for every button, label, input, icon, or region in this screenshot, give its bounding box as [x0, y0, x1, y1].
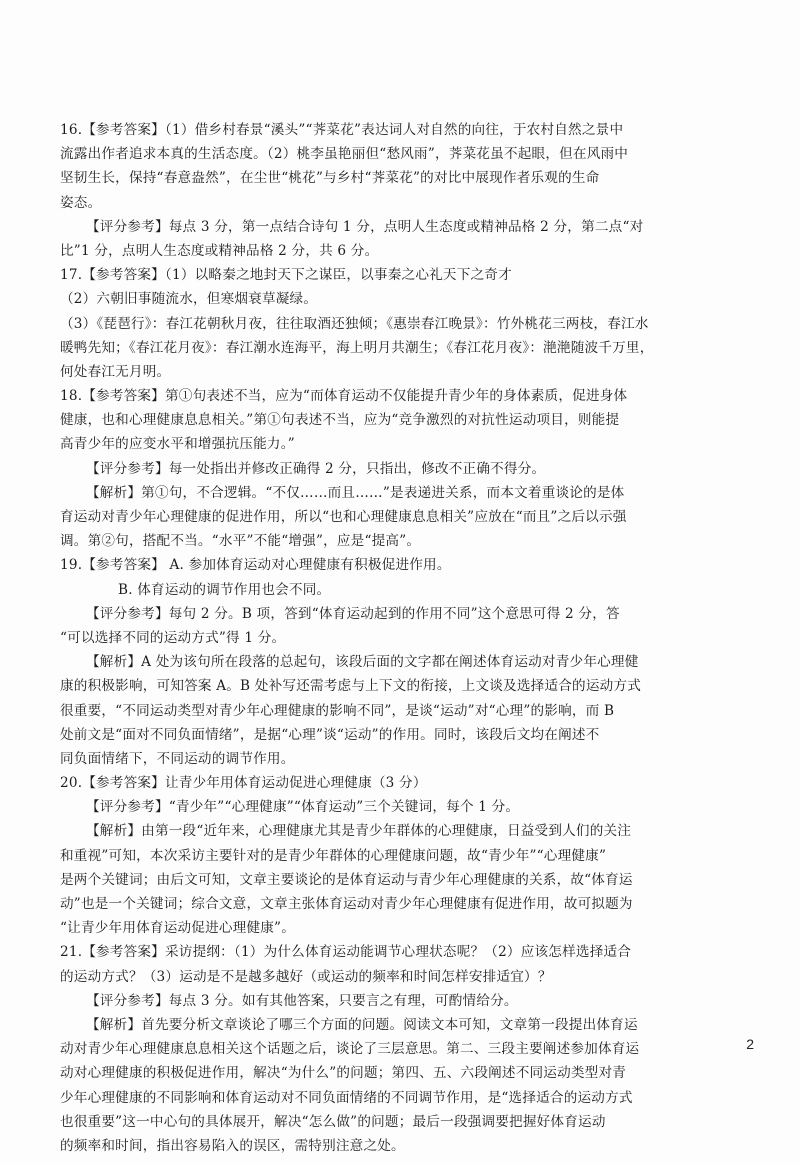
q16-scoring-line-2: 比”1 分，点明人生态度或精神品格 2 分，共 6 分。	[60, 242, 379, 259]
q21-scoring-line: 【评分参考】每点 3 分。如有其他答案，只要言之有理，可酌情给分。	[86, 992, 518, 1009]
q21-analysis-line-4: 少年心理健康的不同影响和体育运动对不同负面情绪的不同调节作用，是“选择适合的运动方式	[60, 1089, 633, 1106]
q18-analysis-line-2: 育运动对青少年心理健康的促进作用，所以“也和心理健康息息相关”应放在“而且”之后以示强	[60, 509, 627, 525]
q19-scoring-line-1: 【评分参考】每句 2 分。B 项，答到“体育运动起到的作用不同”这个意思可得 2 分，答	[86, 605, 620, 622]
q20-analysis-line-5: “让青少年用体育运动促进心理健康”。	[60, 920, 295, 937]
q17-answer-line-3: （3）《琵琶行》：春江花朝秋月夜，往往取酒还独倾；《惠崇春江晚景》：竹外桃花三两枝，春江水	[60, 315, 649, 332]
q19-analysis-line-1: 【解析】A 处为该句所在段落的总起句，该段后面的文字都在阐述体育运动对青少年心理健	[86, 654, 639, 671]
q20-scoring-line: 【评分参考】“青少年”“心理健康”“体育运动”三个关键词，每个 1 分。	[86, 799, 520, 816]
q18-analysis-line-1: 【解析】第①句，不合逻辑。“不仅……而且……”是表递进关系，而本文着重谈论的是体	[86, 484, 625, 501]
q17-answer-line-4: 暖鸭先知；《春江花月夜》：春江潮水连海平，海上明月共潮生；《春江花月夜》：滟滟随波千万里，	[60, 339, 654, 356]
q18-analysis-line-3: 调。第②句，搭配不当。“水平”不能“增强”，应是“提高”。	[60, 533, 421, 550]
q19-scoring-line-2: “可以选择不同的运动方式”得 1 分。	[60, 629, 286, 646]
q18-scoring-line: 【评分参考】每一处指出并修改正确得 2 分，只指出，修改不正确不得分。	[86, 460, 546, 477]
q20-analysis-line-2: 和重视”可知，本次采访主要针对的是青少年群体的心理健康问题，故“青少年”“心理健康”	[60, 847, 607, 864]
q21-analysis-line-6: 的频率和时间，指出容易陷入的误区，需特别注意之处。	[60, 1137, 405, 1154]
q16-answer-line-2: 流露出作者追求本真的生活态度。（2）桃李虽艳丽但“愁风雨”，荠菜花虽不起眼，但在风雨中	[60, 146, 629, 163]
q21-analysis-line-1: 【解析】首先要分析文章谈论了哪三个方面的问题。阅读文本可知，文章第一段提出体育运	[86, 1016, 638, 1033]
q19-analysis-line-4: 处前文是“面对不同负面情绪”，是据“心理”谈“运动”的作用。同时，该段后文均在阐述不	[60, 726, 600, 743]
q21-answer-line-1: 21.【参考答案】采访提纲：（1）为什么体育运动能调节心理状态呢？（2）应该怎样选择适合	[60, 944, 632, 961]
q20-analysis-line-3: 是两个关键词；由后文可知，文章主要谈论的是体育运动与青少年心理健康的关系，故“体育运	[60, 871, 633, 888]
q19-analysis-line-2: 康的积极影响，可知答案 A。B 处补写还需考虑与上下文的衔接，上文谈及选择适合的运动方式	[60, 678, 641, 695]
q20-analysis-line-1: 【解析】由第一段“近年来，心理健康尤其是青少年群体的心理健康，日益受到人们的关注	[86, 823, 632, 840]
q18-answer-line-2: 健康，也和心理健康息息相关。”第①句表述不当，应为“竞争激烈的对抗性运动项目，则能提	[60, 412, 620, 429]
q17-answer-line-2: （2）六朝旧事随流水，但寒烟衰草凝绿。	[60, 291, 318, 308]
q19-analysis-line-3: 很重要，“不同运动类型对青少年心理健康的影响不同”，是谈“运动”对“心理”的影响，而 B	[60, 702, 615, 719]
q19-answer-line-1: 19.【参考答案】 A. 参加体育运动对心理健康有积极促进作用。	[60, 557, 451, 574]
q21-analysis-line-3: 动对心理健康的积极促进作用，解决“为什么”的问题；第四、五、六段阐述不同运动类型对青	[60, 1065, 627, 1082]
q18-answer-line-3: 高青少年的应变水平和增强抗压能力。”	[60, 436, 295, 453]
q19-analysis-line-5: 同负面情绪下，不同运动的调节作用。	[60, 750, 295, 767]
q16-scoring-line-1: 【评分参考】每点 3 分，第一点结合诗句 1 分，点明人生态度或精神品格 2 分，第二点“对	[86, 218, 644, 235]
answer-key-body	[60, 118, 750, 1158]
q19-answer-line-2: B. 体育运动的调节作用也会不同。	[118, 581, 331, 598]
q17-answer-line-5: 何处春江无月明。	[60, 363, 171, 380]
q21-analysis-line-5: 也很重要”这一中心句的具体展开，解决“怎么做”的问题；最后一段强调要把握好体育运动	[60, 1113, 606, 1130]
q20-answer-line: 20.【参考答案】让青少年用体育运动促进心理健康（3 分）	[60, 775, 427, 792]
q20-analysis-line-4: 动”也是一个关键词；综合文意，文章主张体育运动对青少年心理健康有促进作用，故可拟题为	[60, 896, 633, 912]
q16-answer-line-4: 姿态。	[60, 194, 102, 211]
page-number: 2	[746, 1036, 754, 1052]
q18-answer-line-1: 18.【参考答案】第①句表述不当，应为“而体育运动不仅能提升青少年的身体素质，促进身体	[60, 388, 628, 405]
q16-answer-line-3: 坚韧生长，保持“春意盎然”，在尘世“桃花”与乡村“荠菜花”的对比中展现作者乐观的生命	[60, 170, 600, 187]
q21-answer-line-2: 的运动方式？（3）运动是不是越多越好（或运动的频率和时间怎样安排适宜）？	[60, 968, 552, 985]
q16-answer-line-1: 16.【参考答案】（1）借乡村春景“溪头”“荠菜花”表达词人对自然的向往，于农村自然之景中	[60, 122, 624, 138]
q17-answer-line-1: 17.【参考答案】（1）以略秦之地封天下之谋臣，以事秦之心礼天下之奇才	[60, 267, 512, 284]
q21-analysis-line-2: 动对青少年心理健康息息相关这个话题之后，谈论了三层意思。第二、三段主要阐述参加体育运	[60, 1041, 640, 1058]
